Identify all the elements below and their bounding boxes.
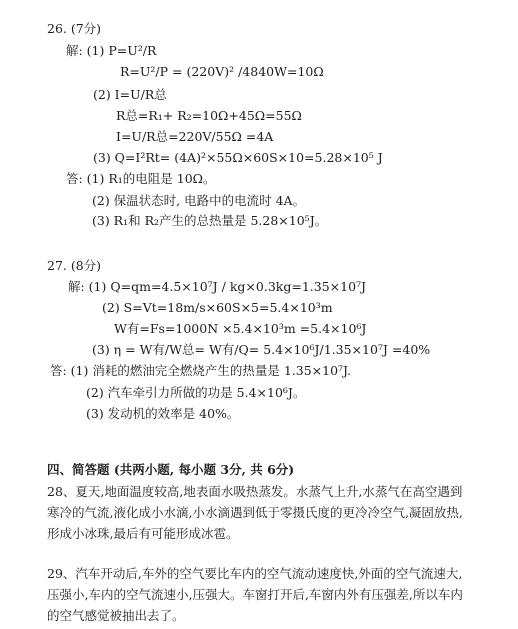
q26-line-1: 解: (1) P=U²/R [66,43,157,58]
q27-line-1: 解: (1) Q=qm=4.5×10⁷J / kg×0.3kg=1.35×10⁷J [68,279,367,294]
q26-answer-2: (2) 保温状态时, 电路中的电流时 4A。 [92,193,306,208]
q26-line-4: R总=R₁+ R₂=10Ω+45Ω=55Ω [116,108,302,123]
q26-line-5: I=U/R总=220V/55Ω =4A [116,129,274,144]
q26-line-3: (2) I=U/R总 [93,87,167,102]
q26-line-2: R=U²/P = (220V)² /4840W=10Ω [120,64,324,79]
q27-line-3: W有=Fs=1000N ×5.4×10³m =5.4×10⁶J [114,321,367,336]
q27-line-4: (3) η = W有/W总= W有/Q= 5.4×10⁶J/1.35×10⁷J =40% [92,342,431,357]
question-26-heading: 26. (7分) [47,21,102,36]
q27-answer-2: (2) 汽车牵引力所做的功是 5.4×10⁶J。 [86,385,306,400]
section-4-heading: 四、简答题 (共两小题, 每小题 3分, 共 6分) [47,462,295,477]
q27-answer-1: 答: (1) 消耗的燃油完全燃烧产生的热量是 1.35×10⁷J. [50,363,352,378]
question-27-heading: 27. (8分) [47,258,102,273]
q26-answer-1: 答: (1) R₁的电阻是 10Ω。 [66,171,216,186]
q27-answer-3: (3) 发动机的效率是 40%。 [86,406,240,421]
q26-answer-3: (3) R₁和 R₂产生的总热量是 5.28×10⁵J。 [92,213,328,228]
q26-line-6: (3) Q=I²Rt= (4A)²×55Ω×60S×10=5.28×10⁵ J [93,150,383,165]
answer-28: 28、夏天,地面温度较高,地表面水吸热蒸发。水蒸气上升,水蒸气在高空遇到寒冷的气流,液化成小水滴,小水滴遇到低于零摄氏度的更冷冷空气,凝固放热,形成小冰珠,最后有可能形成冰雹。 [47,484,463,541]
q27-line-2: (2) S=Vt=18m/s×60S×5=5.4×10³m [102,300,333,315]
answer-29: 29、汽车开动后,车外的空气要比车内的空气流动速度快,外面的空气流速大,压强小,车内的空气流速小,压强大。车窗打开后,车窗内外有压强差,所以车内的空气感觉被抽出去了。 [47,566,463,623]
